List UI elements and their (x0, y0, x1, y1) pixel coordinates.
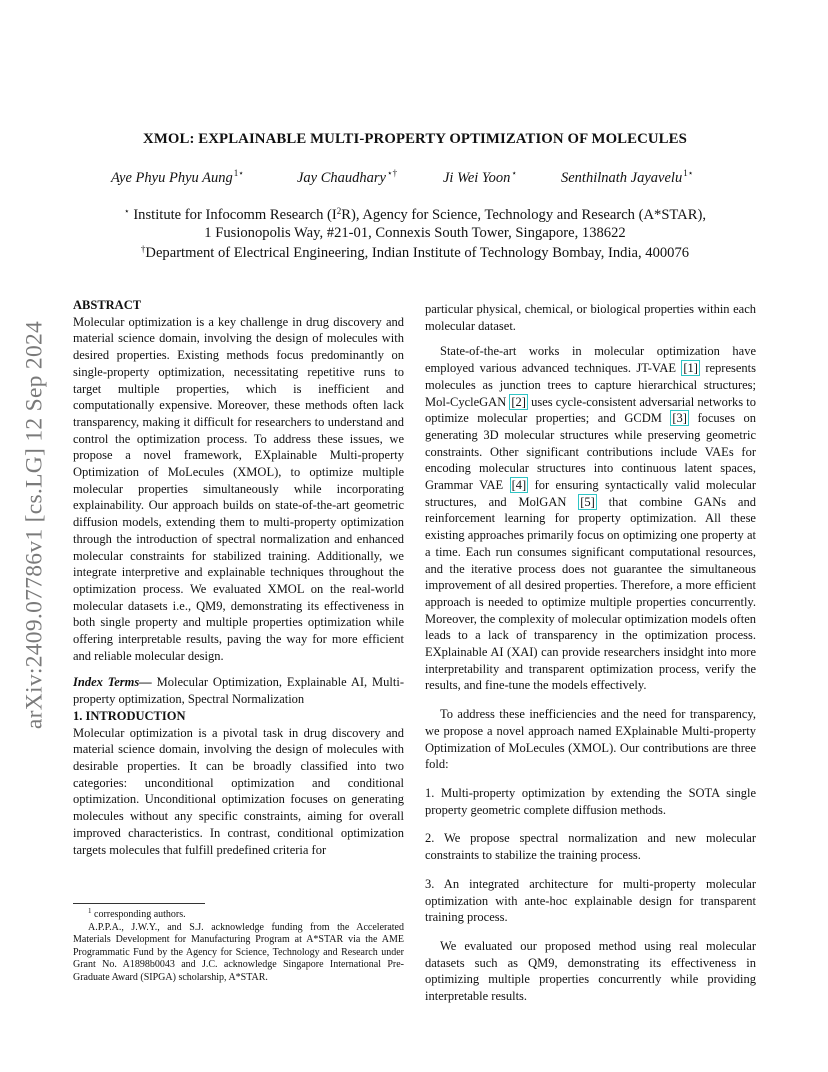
paragraph-text: for ensuring syntactically valid molecular structures, and MolGAN (425, 478, 756, 509)
author-marks: 1⋆ (233, 168, 244, 178)
section-heading-introduction: 1. INTRODUCTION (73, 708, 186, 723)
author-name: Aye Phyu Phyu Aung (111, 170, 233, 186)
paragraph-text: focuses on generating 3D molecular structures while preserving geometric constraints. Other significant contributions include VAEs for encoding molecular structures into continuous latent spaces, Grammar VAE (425, 411, 756, 493)
left-column (73, 297, 404, 858)
affiliation-text: Institute for Infocomm Research (I (129, 207, 337, 223)
index-terms-text: Molecular Optimization, Explainable AI, Multi-property optimization, Spectral Normalization (73, 675, 404, 707)
paragraph-text: uses cycle-consistent adversarial networks to optimize molecular properties; and GCDM (425, 394, 757, 426)
affiliation-line-2: 1 Fusionopolis Way, #21-01, Connexis South Tower, Singapore, 138622 (204, 225, 626, 241)
author-name: Senthilnath Jayavelu (561, 170, 683, 186)
footnote-corresponding (73, 905, 404, 922)
author-2 (297, 168, 397, 187)
affiliation-line-1 (60, 206, 770, 224)
footnote-mark: 1 (88, 907, 92, 915)
citation-link-2[interactable]: [2] (511, 394, 526, 409)
paragraph-text: that combine GANs and reinforcement learning for property optimization. All these existing approaches primarily focus on optimizing one property at a time. Each run consumes significant computational resources, and the iterative process does not guarantee the simultaneous improvement of all desired properties. Therefore, a more efficient approach is needed to optimize multiple properties concurrently. Moreover, the complexity of molecular optimization models often leads to a lack of transparency in the optimization process. EXplainable AI (XAI) can provide researchers insidght into more interpretability and transparent optimization process, verify the results, and fine-tune the models effectively. (425, 494, 756, 693)
affiliation-text: R), Agency for Science, Technology and Research (A*STAR), (341, 207, 706, 223)
intro-paragraph-4: We evaluated our proposed method using real molecular datasets such as QM9, demonstrating its effectiveness in optimizing multiple properties concurrently while providing interpretable results. (425, 938, 756, 1004)
affiliation-text: Department of Electrical Engineering, Indian Institute of Technology Bombay, India, 400076 (145, 245, 690, 261)
author-1 (111, 168, 244, 187)
paragraph-text: represents molecules as junction trees to capture hierarchical structures; Mol-CycleGAN (425, 361, 756, 409)
citation-link-4[interactable]: [4] (511, 478, 527, 493)
paper-title: XMOL: EXPLAINABLE MULTI-PROPERTY OPTIMIZATION OF MOLECULES (143, 131, 687, 147)
author-3 (443, 168, 517, 187)
author-4 (561, 168, 693, 187)
citation-link-5[interactable]: [5] (580, 494, 595, 509)
author-name: Jay Chaudhary (297, 170, 386, 186)
footnotes (73, 905, 404, 985)
affiliation-line-3 (60, 244, 770, 262)
intro-paragraph-1: Molecular optimization is a pivotal task in drug discovery and material science domain, involving the design of molecules with desirable properties. It can be broadly classified into two categories: unconditional optimization and conditional optimization. Unconditional optimization focuses on generating molecules without any specific constraints, aiming for overall improved characteristics. In contrast, conditional optimization targets molecules that fulfill predefined criteria for (73, 725, 404, 857)
index-terms-label: Index Terms— (73, 675, 152, 690)
intro-paragraph-1-continued: particular physical, chemical, or biological properties within each molecular dataset. (425, 302, 756, 333)
intro-paragraph-3: To address these inefficiencies and the need for transparency, we propose a novel approach named EXplainable Multi-property Optimization of MoLecules (XMOL). Our contributions are three fold: (425, 707, 756, 772)
affiliation-mark: ⋆ (124, 206, 130, 216)
contribution-item-2: 2. We propose spectral normalization and new molecular constraints to stabilize the training process. (425, 831, 756, 863)
author-marks: ⋆ (511, 168, 518, 178)
affiliation-superscript: 2 (336, 206, 342, 216)
intro-paragraph-2 (425, 343, 756, 694)
footnote-funding: A.P.P.A., J.W.Y., and S.J. acknowledge funding from the Accelerated Materials Development for Manufacturing Program at A*STAR via the AME Programmatic Fund by the Agency for Science, Technology and Research under Grant No. A1898b0043 and J.C. acknowledge Singapore International Pre-Graduate Award (SIPGA) scholarship, A*STAR. (73, 921, 404, 983)
contribution-item-1: 1. Multi-property optimization by extending the SOTA single property geometric complete diffusion methods. (425, 785, 756, 817)
arxiv-identifier-text: arXiv:2409.07786v1 [cs.LG] 12 Sep 2024 (21, 320, 48, 730)
footnote-text: corresponding authors. (91, 909, 186, 920)
author-marks: 1⋆ (683, 168, 694, 178)
paragraph-text: State-of-the-art works in molecular optimization have employed various advanced techniques. JT-VAE (425, 344, 756, 376)
citation-link-1[interactable]: [1] (683, 361, 698, 376)
author-name: Ji Wei Yoon (443, 170, 511, 186)
abstract-heading: ABSTRACT (73, 298, 142, 312)
author-marks: ⋆† (387, 168, 398, 178)
contribution-item-3: 3. An integrated architecture for multi-property molecular optimization with ante-hoc explainable design for transparent training process. (425, 876, 756, 925)
index-terms (73, 674, 404, 707)
citation-link-3[interactable]: [3] (672, 411, 687, 426)
author-list (0, 168, 828, 190)
arxiv-identifier (20, 290, 50, 760)
abstract-text: Molecular optimization is a key challenge in drug discovery and material science domain, involving the design of molecules with desired properties. Existing methods focus predominantly on single-property optimization, necessitating repetitive runs to target multiple properties, which is inefficient and computationally expensive. Moreover, these methods often lack transparency, making it difficult for researchers to understand and control the optimization process. To address these issues, we propose a novel framework, EXplainable Multi-property Optimization of MoLecules (XMOL), to optimize multiple molecular properties simultaneously while incorporating explainability. Our approach builds on state-of-the-art geometric diffusion models, extending them to multi-property optimization through the introduction of spectral normalization and enhanced molecular constraints for stabilized training. Additionally, we integrate interpretive and explainable techniques throughout the optimization process. We evaluated XMOL on the real-world molecular datasets i.e., QM9, demonstrating its effectiveness in both single property and multiple properties optimization while offering interpretable results, paving the way for more efficient and reliable molecular design. (73, 314, 404, 663)
affiliation-mark: † (140, 244, 146, 254)
right-column (425, 301, 756, 1005)
footnote-divider (73, 903, 205, 904)
